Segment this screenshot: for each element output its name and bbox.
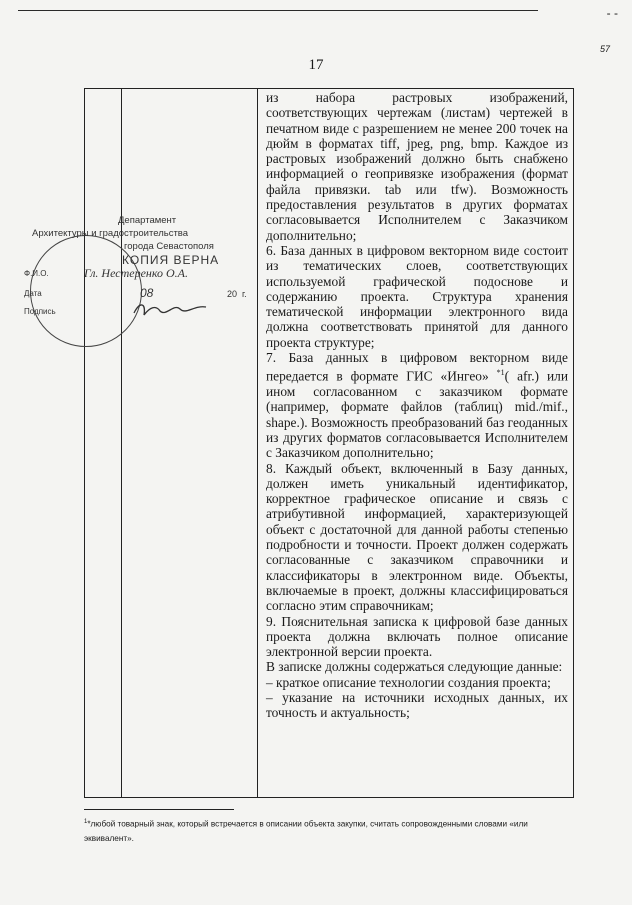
stamp-date-label: Дата bbox=[24, 289, 42, 298]
footnote-text: *любой товарный знак, который встречается в описании объекта закупки, считать сопровожденными словами «или эквивалент». bbox=[84, 819, 528, 843]
stamp-fio-value: Гл. Нестеренко О.А. bbox=[84, 266, 189, 280]
column-divider-2 bbox=[257, 89, 258, 797]
stamp-sign-label: Подпись bbox=[24, 307, 56, 316]
paragraph: 9. Пояснительная записка к цифровой базе данных проекта должна включать полное описание электронной версии проекта. bbox=[266, 613, 568, 660]
paragraph-text: 7. База данных в цифровом векторном виде передается в формате ГИС «Ингео» bbox=[266, 350, 568, 384]
top-rule bbox=[18, 10, 538, 11]
corner-dashes: - - bbox=[606, 6, 618, 20]
stamp-copy-true: КОПИЯ ВЕРНА bbox=[122, 253, 220, 267]
stamp-fio-label: Ф.И.О. bbox=[24, 269, 49, 278]
paragraph: из набора растровых изображений, соответствующих чертежам (листам) чертежей в печатном виде с разрешением не менее 200 точек на дюйм в форматах tiff, jpeg, png, bmp. Каждое из растровых изображений должно быть снабжено информацией о геопривязке изображения (формат файла привязки. tab или tfw). Возможность предоставления результатов в других форматах согласовывается Исполнителем с Заказчиком дополнительно; bbox=[266, 90, 568, 243]
stamp-department: Департамент bbox=[118, 215, 177, 226]
paragraph: В записке должны содержаться следующие данные: bbox=[266, 659, 563, 675]
copy-certification-stamp bbox=[22, 215, 262, 345]
stamp-date-value: 08 bbox=[140, 286, 154, 300]
paragraph bbox=[266, 350, 568, 461]
footnote-reference: *1 bbox=[496, 368, 505, 378]
page-number: 17 bbox=[308, 57, 324, 73]
stamp-city: города Севастополя bbox=[124, 241, 214, 252]
footnote bbox=[84, 815, 554, 846]
requirements-cell bbox=[266, 90, 568, 721]
stamp-year-suffix: г. bbox=[242, 289, 247, 299]
scan-page-number: 57 bbox=[599, 44, 610, 54]
paragraph: – краткое описание технологии создания проекта; bbox=[266, 674, 551, 690]
paragraph: – указание на источники исходных данных, их точность и актуальность; bbox=[266, 690, 568, 721]
paragraph: 8. Каждый объект, включенный в Базу данных, должен иметь уникальный идентификатор, корректное графическое описание и связь с атрибутивной информацией, характеризующей объект с достаточной для данной работы степенью подробности и точности. Проект должен содержать согласованные с заказчиком справочники и классификаторы в электронном виде. Объекты, включаемые в проект, должны классифицироваться согласно этим справочникам; bbox=[266, 460, 568, 614]
paragraph-text: ( afr.) или ином согласованном с заказчиком формате (например, формате файлов (таблиц) mid./mif., shape.). Возможность преобразований баз геоданных из других форматов согласовывается Исполнителем с Заказчиком дополнительно; bbox=[266, 368, 568, 461]
spec-table bbox=[84, 88, 574, 798]
handwritten-signature bbox=[130, 299, 210, 321]
footnote-mark: 1 bbox=[84, 819, 88, 825]
footnote-rule bbox=[84, 809, 234, 810]
stamp-org: Архитектуры и градостроительства bbox=[32, 228, 189, 239]
stamp-year: 20 bbox=[227, 289, 238, 299]
column-divider-1 bbox=[121, 89, 122, 797]
paragraph: 6. База данных в цифровом векторном виде состоит из тематических слоев, соответствующих используемой графической подоснове и содержанию проекта. Структура хранения тематической информации электронного вида должна соответствовать принятой для данного проекта структуре; bbox=[266, 242, 568, 350]
